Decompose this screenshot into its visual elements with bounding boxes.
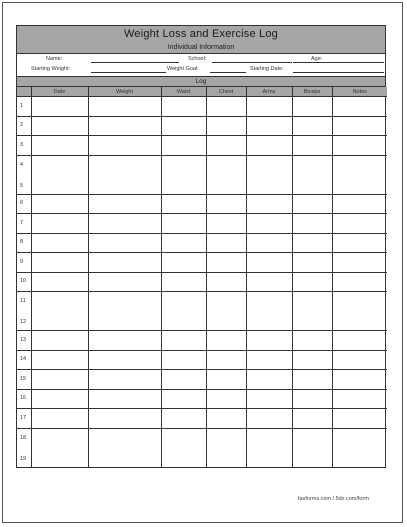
cell-waist[interactable] [161, 350, 206, 370]
row-number: 15 [20, 375, 27, 382]
cell-waist[interactable] [161, 428, 206, 467]
cell-arms[interactable] [246, 233, 292, 253]
cell-chest[interactable] [206, 233, 246, 253]
log-row [17, 272, 387, 292]
cell-waist[interactable] [161, 292, 206, 331]
cell-chest[interactable] [206, 428, 246, 467]
info-row-2 [17, 64, 385, 74]
cell-date[interactable] [31, 136, 88, 156]
row-number-cell [17, 116, 31, 136]
cell-waist[interactable] [161, 116, 206, 136]
cell-weight[interactable] [88, 370, 161, 390]
cell-waist[interactable] [161, 370, 206, 390]
cell-chest[interactable] [206, 116, 246, 136]
row-number: 16 [20, 395, 27, 402]
cell-notes[interactable] [332, 194, 387, 214]
row-number: 7 [20, 219, 24, 226]
cell-biceps[interactable] [292, 331, 332, 351]
cell-weight[interactable] [88, 409, 161, 429]
col-header-biceps: Biceps [292, 87, 332, 97]
log-title: Log [17, 76, 385, 87]
log-row [17, 370, 387, 390]
cell-biceps[interactable] [292, 409, 332, 429]
form-subtitle: Individual Information [167, 44, 235, 51]
cell-notes[interactable] [332, 331, 387, 351]
cell-arms[interactable] [246, 194, 292, 214]
cell-arms[interactable] [246, 116, 292, 136]
cell-weight[interactable] [88, 155, 161, 194]
cell-waist[interactable] [161, 136, 206, 156]
row-number-cell [17, 350, 31, 370]
cell-waist[interactable] [161, 97, 206, 117]
col-header-weight: Weight [88, 87, 161, 97]
row-number-cell [17, 97, 31, 117]
cell-arms[interactable] [246, 97, 292, 117]
row-number: 17 [20, 414, 27, 421]
log-sheet [16, 25, 386, 468]
cell-notes[interactable] [332, 409, 387, 429]
cell-notes[interactable] [332, 97, 387, 117]
cell-chest[interactable] [206, 292, 246, 331]
cell-notes[interactable] [332, 136, 387, 156]
weight-goal-field[interactable] [210, 72, 246, 73]
cell-waist[interactable] [161, 331, 206, 351]
cell-biceps[interactable] [292, 428, 332, 467]
row-number: 10 [20, 278, 27, 285]
log-row [17, 155, 387, 194]
cell-weight[interactable] [88, 272, 161, 292]
cell-biceps[interactable] [292, 97, 332, 117]
cell-notes[interactable] [332, 214, 387, 234]
cell-chest[interactable] [206, 272, 246, 292]
cell-date[interactable] [31, 214, 88, 234]
info-row-1 [17, 54, 385, 64]
cell-waist[interactable] [161, 194, 206, 214]
cell-weight[interactable] [88, 389, 161, 409]
cell-notes[interactable] [332, 428, 387, 467]
log-row [17, 331, 387, 351]
cell-chest[interactable] [206, 409, 246, 429]
cell-weight[interactable] [88, 97, 161, 117]
age-field[interactable] [293, 62, 384, 63]
cell-notes[interactable] [332, 272, 387, 292]
cell-waist[interactable] [161, 272, 206, 292]
cell-biceps[interactable] [292, 214, 332, 234]
log-row [17, 116, 387, 136]
cell-notes[interactable] [332, 350, 387, 370]
cell-weight[interactable] [88, 194, 161, 214]
cell-date[interactable] [31, 253, 88, 273]
row-number: 9 [20, 258, 24, 265]
log-row [17, 292, 387, 331]
log-row [17, 389, 387, 409]
cell-waist[interactable] [161, 155, 206, 194]
cell-date[interactable] [31, 97, 88, 117]
cell-weight[interactable] [88, 136, 161, 156]
row-number-cell [17, 389, 31, 409]
log-row [17, 350, 387, 370]
cell-notes[interactable] [332, 155, 387, 194]
cell-date[interactable] [31, 350, 88, 370]
cell-arms[interactable] [246, 409, 292, 429]
footer-text: fasforms.com / 5dz.com/form [298, 496, 369, 502]
cell-biceps[interactable] [292, 272, 332, 292]
row-number-cell [17, 331, 31, 351]
log-row [17, 253, 387, 273]
row-number-cell [17, 194, 31, 214]
cell-weight[interactable] [88, 253, 161, 273]
log-row [17, 97, 387, 117]
row-number: 12 [20, 319, 27, 325]
row-number-cell [17, 136, 31, 156]
cell-arms[interactable] [246, 389, 292, 409]
cell-weight[interactable] [88, 214, 161, 234]
log-row [17, 428, 387, 467]
col-header-date: Date [31, 87, 88, 97]
log-body [17, 97, 387, 468]
cell-weight[interactable] [88, 292, 161, 331]
row-number: 6 [20, 200, 24, 207]
name-label: Name: [46, 56, 63, 62]
form-header [17, 26, 385, 54]
cell-date[interactable] [31, 292, 88, 331]
row-number: 4 [20, 161, 24, 168]
age-label: Age: [311, 56, 323, 62]
row-number: 2 [20, 122, 24, 129]
cell-arms[interactable] [246, 155, 292, 194]
row-number-cell [17, 272, 31, 292]
cell-arms[interactable] [246, 253, 292, 273]
cell-weight[interactable] [88, 350, 161, 370]
cell-date[interactable] [31, 331, 88, 351]
starting-weight-field[interactable] [91, 72, 166, 73]
cell-weight[interactable] [88, 428, 161, 467]
cell-chest[interactable] [206, 136, 246, 156]
cell-notes[interactable] [332, 370, 387, 390]
cell-waist[interactable] [161, 253, 206, 273]
cell-waist[interactable] [161, 233, 206, 253]
row-number-cell [17, 155, 31, 194]
row-number-cell [17, 370, 31, 390]
cell-arms[interactable] [246, 272, 292, 292]
cell-chest[interactable] [206, 331, 246, 351]
cell-chest[interactable] [206, 194, 246, 214]
log-row [17, 194, 387, 214]
cell-notes[interactable] [332, 389, 387, 409]
name-field[interactable] [91, 62, 179, 63]
cell-chest[interactable] [206, 350, 246, 370]
cell-biceps[interactable] [292, 350, 332, 370]
row-number: 1 [20, 102, 24, 109]
row-number: 5 [20, 182, 24, 189]
cell-chest[interactable] [206, 389, 246, 409]
cell-biceps[interactable] [292, 292, 332, 331]
cell-date[interactable] [31, 155, 88, 194]
row-number: 18 [20, 434, 27, 441]
cell-chest[interactable] [206, 370, 246, 390]
log-row [17, 233, 387, 253]
row-number: 14 [20, 356, 27, 363]
cell-biceps[interactable] [292, 194, 332, 214]
cell-date[interactable] [31, 233, 88, 253]
col-header-waist: Waist [161, 87, 206, 97]
cell-biceps[interactable] [292, 136, 332, 156]
cell-arms[interactable] [246, 292, 292, 331]
cell-notes[interactable] [332, 116, 387, 136]
cell-chest[interactable] [206, 155, 246, 194]
starting-weight-label: Starting Weight: [31, 66, 71, 72]
row-number: 3 [20, 141, 24, 148]
row-number: 13 [20, 336, 27, 343]
cell-biceps[interactable] [292, 155, 332, 194]
form-page [2, 2, 403, 523]
row-number-cell [17, 428, 31, 467]
school-field[interactable] [212, 62, 292, 63]
cell-chest[interactable] [206, 253, 246, 273]
row-number: 19 [20, 455, 27, 462]
row-number-cell [17, 233, 31, 253]
cell-date[interactable] [31, 116, 88, 136]
cell-arms[interactable] [246, 428, 292, 467]
row-number-cell [17, 409, 31, 429]
cell-arms[interactable] [246, 136, 292, 156]
log-table [17, 87, 387, 467]
cell-weight[interactable] [88, 233, 161, 253]
row-number-cell [17, 214, 31, 234]
cell-date[interactable] [31, 389, 88, 409]
cell-biceps[interactable] [292, 116, 332, 136]
row-number-cell [17, 253, 31, 273]
school-label: School: [188, 56, 207, 62]
cell-chest[interactable] [206, 97, 246, 117]
cell-waist[interactable] [161, 409, 206, 429]
cell-chest[interactable] [206, 214, 246, 234]
col-header-notes: Notes [332, 87, 387, 97]
log-row [17, 409, 387, 429]
cell-biceps[interactable] [292, 253, 332, 273]
cell-arms[interactable] [246, 214, 292, 234]
cell-arms[interactable] [246, 350, 292, 370]
cell-waist[interactable] [161, 214, 206, 234]
cell-weight[interactable] [88, 331, 161, 351]
cell-date[interactable] [31, 272, 88, 292]
cell-date[interactable] [31, 194, 88, 214]
weight-goal-label: Weight Goal: [167, 66, 199, 72]
row-number: 11 [20, 298, 26, 304]
cell-waist[interactable] [161, 389, 206, 409]
cell-arms[interactable] [246, 370, 292, 390]
cell-notes[interactable] [332, 253, 387, 273]
cell-notes[interactable] [332, 233, 387, 253]
log-header-row [17, 87, 387, 97]
cell-date[interactable] [31, 409, 88, 429]
starting-date-label: Starting Date: [250, 66, 284, 72]
col-header-chest: Chest [206, 87, 246, 97]
log-row [17, 136, 387, 156]
col-header-arms: Arms [246, 87, 292, 97]
cell-date[interactable] [31, 428, 88, 467]
cell-weight[interactable] [88, 116, 161, 136]
cell-arms[interactable] [246, 331, 292, 351]
form-title: Weight Loss and Exercise Log [124, 28, 278, 40]
row-number-cell [17, 292, 31, 331]
col-header-number [17, 87, 31, 97]
cell-biceps[interactable] [292, 389, 332, 409]
cell-biceps[interactable] [292, 370, 332, 390]
log-row [17, 214, 387, 234]
cell-notes[interactable] [332, 292, 387, 331]
cell-biceps[interactable] [292, 233, 332, 253]
row-number: 8 [20, 239, 24, 246]
starting-date-field[interactable] [293, 72, 384, 73]
cell-date[interactable] [31, 370, 88, 390]
